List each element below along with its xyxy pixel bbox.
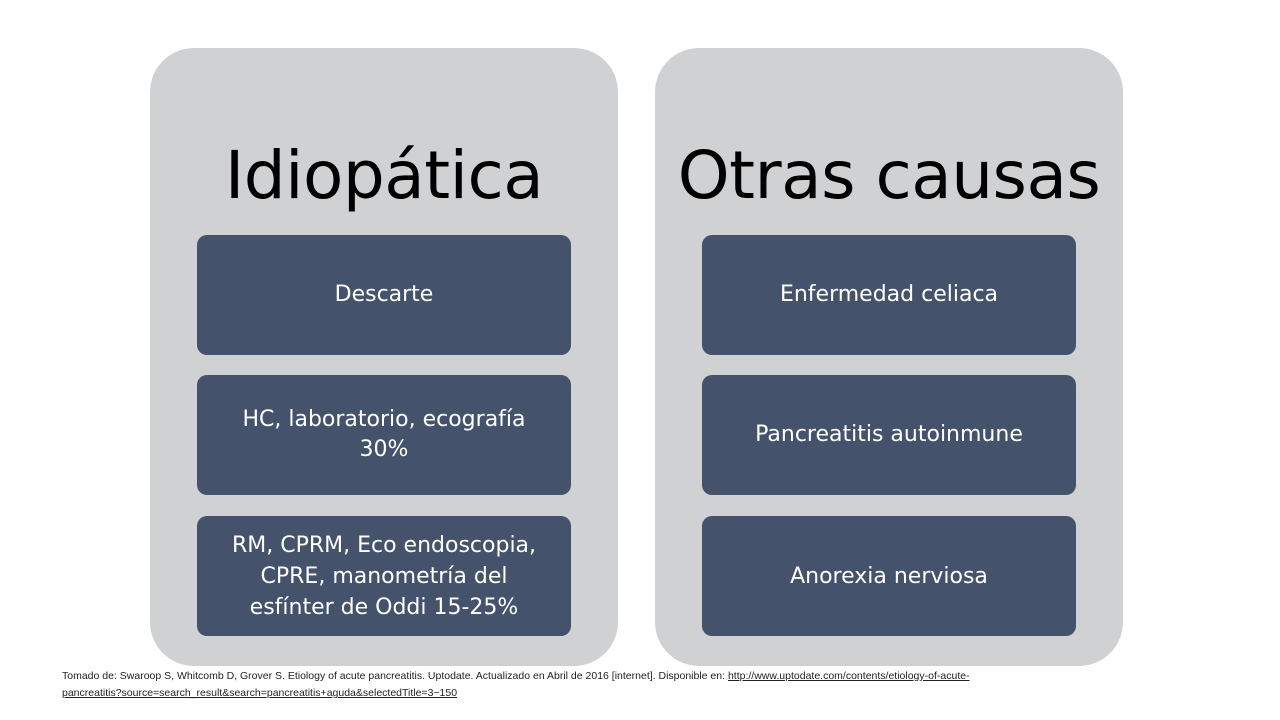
citation-link-line2: pancreatitis?source=search_result&search=pancreatitis+aguda&selectedTitle=3~150 bbox=[62, 687, 458, 699]
box-anorexia-nerviosa: Anorexia nerviosa bbox=[702, 516, 1076, 636]
column-otras-causas bbox=[655, 48, 1123, 666]
box-pancreatitis-autoinmune: Pancreatitis autoinmune bbox=[702, 375, 1076, 495]
column-title-otras-causas: Otras causas bbox=[677, 137, 1101, 214]
column-title-idiopatica: Idiopática bbox=[224, 137, 544, 214]
box-hc-laboratorio: HC, laboratorio, ecografía 30% bbox=[197, 375, 571, 495]
box-rm-cprm: RM, CPRM, Eco endoscopia, CPRE, manometría del esfínter de Oddi 15-25% bbox=[197, 516, 571, 636]
citation bbox=[62, 668, 1222, 702]
column-idiopatica bbox=[150, 48, 618, 666]
citation-text: Tomado de: Swaroop S, Whitcomb D, Grover S. Etiology of acute pancreatitis. Uptodate. Actualizado en Abril de 2016 [internet]. Disponible en: bbox=[62, 670, 728, 682]
citation-link-line1: http://www.uptodate.com/contents/etiology-of-acute- bbox=[727, 670, 970, 682]
box-descarte: Descarte bbox=[197, 235, 571, 355]
box-enfermedad-celiaca: Enfermedad celiaca bbox=[702, 235, 1076, 355]
